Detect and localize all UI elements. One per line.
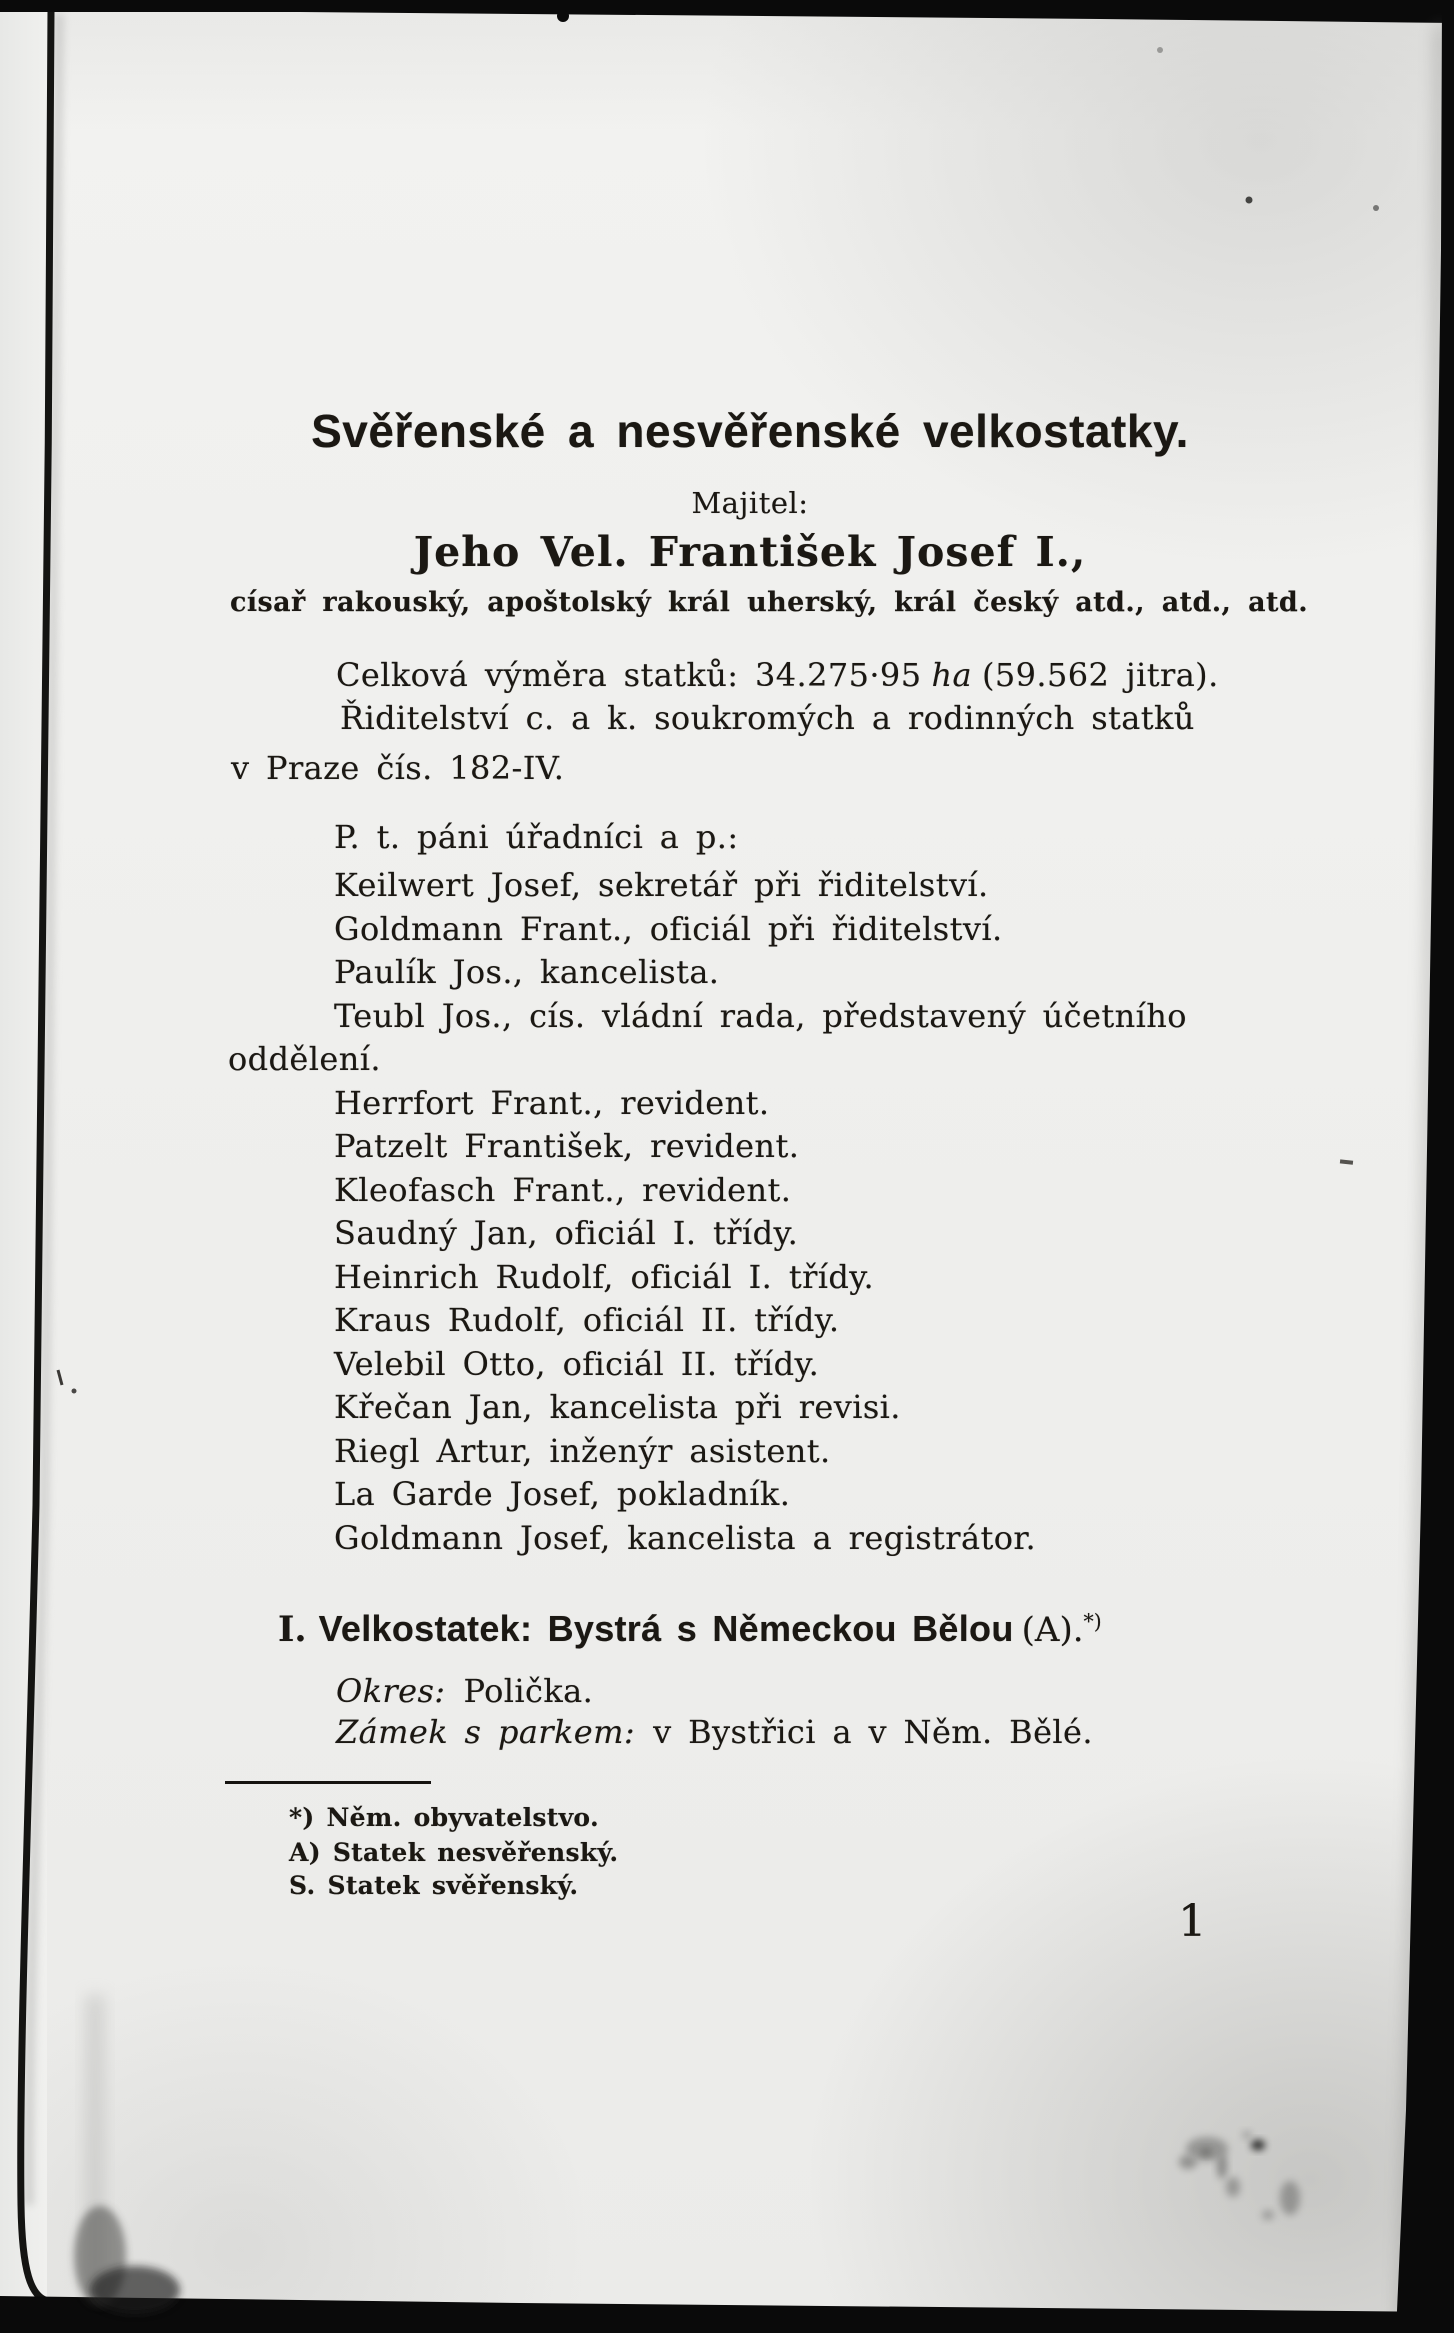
owner-name: Jeho Vel. František Josef I., bbox=[413, 528, 1087, 576]
official-line: Saudný Jan, oficiál I. třídy. bbox=[334, 1214, 799, 1252]
official-line: Teubl Jos., cís. vládní rada, představený účetního bbox=[334, 997, 1187, 1035]
ink-smudge-cluster bbox=[1179, 2131, 1300, 2220]
area-unit-italic: ha bbox=[931, 656, 972, 694]
official-line: Herrfort Frant., revident. bbox=[334, 1084, 770, 1122]
footnote-line: S. Statek svěřenský. bbox=[289, 1871, 579, 1900]
official-line: Riegl Artur, inženýr asistent. bbox=[334, 1432, 831, 1470]
official-line: Goldmann Frant., oficiál při řiditelství. bbox=[334, 910, 1003, 948]
right-border-soft-edge bbox=[1403, 25, 1441, 2320]
official-line: Heinrich Rudolf, oficiál I. třídy. bbox=[334, 1258, 875, 1296]
dirt-speck bbox=[72, 1389, 77, 1394]
official-line: Kraus Rudolf, oficiál II. třídy. bbox=[334, 1301, 840, 1339]
estate-heading-suffix bbox=[1022, 1610, 1102, 1650]
page-title: Svěřenské a nesvěřenské velkostatky. bbox=[311, 405, 1189, 457]
castle-line bbox=[336, 1713, 1093, 1751]
right-border-bar bbox=[1396, 0, 1454, 2333]
official-line: Patzelt František, revident. bbox=[334, 1127, 800, 1165]
official-line-continuation: oddělení. bbox=[228, 1040, 381, 1078]
official-line: Kleofasch Frant., revident. bbox=[334, 1171, 792, 1209]
castle-value: v Bystřici a v Něm. Bělé. bbox=[653, 1713, 1093, 1751]
bottom-left-smudge bbox=[90, 2266, 180, 2314]
footnote-separator bbox=[225, 1781, 431, 1784]
estate-heading bbox=[278, 1608, 1102, 1650]
dirt-speck bbox=[1246, 197, 1253, 204]
dirt-speck bbox=[557, 10, 569, 22]
area-jitra: (59.562 jitra). bbox=[981, 656, 1219, 694]
dirt-speck bbox=[1373, 205, 1379, 211]
district-line bbox=[336, 1672, 593, 1710]
district-value: Polička. bbox=[463, 1672, 594, 1710]
estate-numeral: I. bbox=[278, 1609, 307, 1650]
bottom-left-smudge bbox=[74, 2206, 126, 2306]
official-line: Goldmann Josef, kancelista a registrátor. bbox=[334, 1519, 1037, 1557]
owner-titles-line: císař rakouský, apoštolský král uherský, král český atd., atd., atd. bbox=[230, 587, 1309, 618]
dirt-speck bbox=[1157, 47, 1163, 53]
area-value: Celková výměra statků: 34.275·95 bbox=[336, 656, 922, 694]
adjacent-page-edge bbox=[0, 0, 47, 2333]
official-line: Keilwert Josef, sekretář při řiditelství. bbox=[334, 866, 989, 904]
official-line: Křečan Jan, kancelista při revisi. bbox=[334, 1388, 901, 1426]
bottom-border-bar bbox=[0, 2296, 1454, 2333]
official-line: Paulík Jos., kancelista. bbox=[334, 953, 720, 991]
dirt-speck bbox=[1340, 1159, 1353, 1164]
footnote-line: A) Statek nesvěřenský. bbox=[289, 1838, 619, 1867]
official-line: Velebil Otto, oficiál II. třídy. bbox=[334, 1345, 820, 1383]
officials-intro: P. t. páni úřadníci a p.: bbox=[334, 818, 739, 856]
top-border-bar bbox=[0, 0, 1454, 23]
estate-heading-bold: Velkostatek: Bystrá s Německou Bělou bbox=[318, 1608, 1014, 1649]
district-label-italic: Okres: bbox=[336, 1672, 446, 1710]
estate-footnote-mark: *) bbox=[1083, 1609, 1102, 1634]
streak-smudge bbox=[86, 1995, 104, 2295]
page-number: 1 bbox=[1178, 1896, 1206, 1947]
total-area-line bbox=[336, 656, 1219, 694]
dirt-speck bbox=[58, 1370, 62, 1385]
castle-label-italic: Zámek s parkem: bbox=[336, 1713, 636, 1751]
owner-label: Majitel: bbox=[691, 486, 809, 520]
directorate-line-2: v Praze čís. 182-IV. bbox=[231, 749, 565, 787]
official-line: La Garde Josef, pokladník. bbox=[334, 1475, 791, 1513]
footnote-line: *) Něm. obyvatelstvo. bbox=[289, 1803, 599, 1832]
directorate-line-1: Řiditelství c. a k. soukromých a rodinných statků bbox=[340, 699, 1195, 737]
estate-suffix-text: (A). bbox=[1021, 1610, 1084, 1650]
